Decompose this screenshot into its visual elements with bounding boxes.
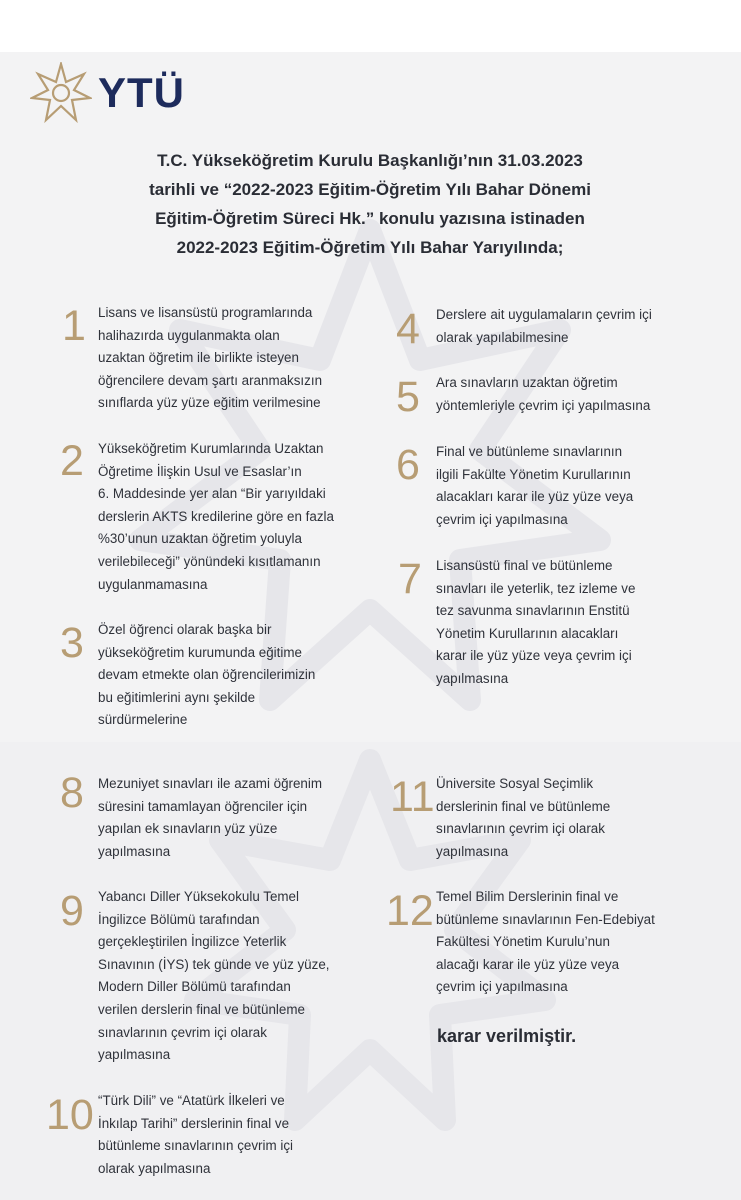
item-text: Temel Bilim Derslerinin final ve bütünleme sınavlarının Fen-Edebiyat Fakültesi Yönetim Kurulu’nun alacağı karar ile yüz yüze veya çevrim içi yapılmasına xyxy=(436,889,655,995)
item-text: Yabancı Diller Yüksekokulu Temel İngilizce Bölümü tarafından gerçekleştirilen İngilizce Yeterlik Sınavının (İYS) tek günde ve yüz yüze, Modern Diller Bölümü tarafından verilen derslerin final ve bütünleme sınavlarının çevrim içi olarak yapılmasına xyxy=(98,889,330,1063)
ytu-logo xyxy=(30,62,185,124)
item-text: Yükseköğretim Kurumlarında Uzaktan Öğretime İlişkin Usul ve Esaslar’ın 6. Maddesinde yer alan “Bir yarıyıldaki derslerin AKTS kredilerine göre en fazla %30’unun uzaktan öğretim yoluyla verilebileceği” yönündeki kısıtlamanın uygulanmamasına xyxy=(98,441,334,592)
item-text: Lisans ve lisansüstü programlarında halihazırda uygulanmakta olan uzaktan öğretim ile birlikte isteyen öğrencilere devam şartı aranmaksızın sınıflarda yüz yüze eğitim verilmesine xyxy=(98,305,323,411)
item-text: Mezuniyet sınavları ile azami öğrenim süresini tamamlayan öğrenciler için yapılan ek sınavların yüz yüze yapılmasına xyxy=(98,776,323,859)
item-number: 7 xyxy=(398,555,422,603)
heading-line: 2022-2023 Eğitim-Öğretim Yılı Bahar Yarıyılında; xyxy=(176,238,564,257)
logo-text: YTÜ xyxy=(98,69,185,116)
announcement-heading xyxy=(60,146,680,262)
item-number: 11 xyxy=(390,773,435,821)
heading-line: T.C. Yükseköğretim Kurulu Başkanlığı’nın 31.03.2023 xyxy=(157,151,583,170)
heading-line: tarihli ve “2022-2023 Eğitim-Öğretim Yılı Bahar Dönemi xyxy=(149,180,591,199)
item-text: Lisansüstü final ve bütünleme sınavları ile yeterlik, tez izleme ve tez savunma sınavlarının Enstitü Yönetim Kurullarının alacakları karar ile yüz yüze veya çevrim içi yapılmasına xyxy=(436,558,636,686)
top-margin xyxy=(0,0,741,52)
closing-statement: karar verilmiştir. xyxy=(437,1026,577,1046)
item-text: Ara sınavların uzaktan öğretim yöntemleriyle çevrim içi yapılmasına xyxy=(436,375,651,413)
item-number: 9 xyxy=(60,887,84,935)
item-number: 8 xyxy=(60,769,84,817)
item-text: Final ve bütünleme sınavlarının ilgili Fakülte Yönetim Kurullarının alacakları karar ile yüz yüze veya çevrim içi yapılmasına xyxy=(436,444,634,527)
item-number: 4 xyxy=(396,305,420,353)
item-number: 6 xyxy=(396,441,420,489)
item-text: Üniversite Sosyal Seçimlik derslerinin final ve bütünleme sınavlarının çevrim içi olarak yapılmasına xyxy=(436,776,611,859)
item-number: 3 xyxy=(60,619,84,667)
item-number: 5 xyxy=(396,373,420,421)
star-emblem-icon xyxy=(30,62,92,124)
item-number: 1 xyxy=(62,302,86,350)
item-number: 2 xyxy=(60,437,84,485)
item-text: “Türk Dili” ve “Atatürk İlkeleri ve İnkılap Tarihi” derslerinin final ve bütünleme sınavlarının çevrim içi olarak yapılmasına xyxy=(98,1093,293,1176)
item-number: 12 xyxy=(386,887,434,935)
item-text: Derslere ait uygulamaların çevrim içi olarak yapılabilmesine xyxy=(436,307,652,345)
item-number: 10 xyxy=(46,1091,94,1139)
item-text: Özel öğrenci olarak başka bir yükseköğretim kurumunda eğitime devam etmekte olan öğrencilerimizin bu eğitimlerini aynı şekilde sürdürmelerine xyxy=(98,622,316,728)
heading-line: Eğitim-Öğretim Süreci Hk.” konulu yazısına istinaden xyxy=(155,209,585,228)
